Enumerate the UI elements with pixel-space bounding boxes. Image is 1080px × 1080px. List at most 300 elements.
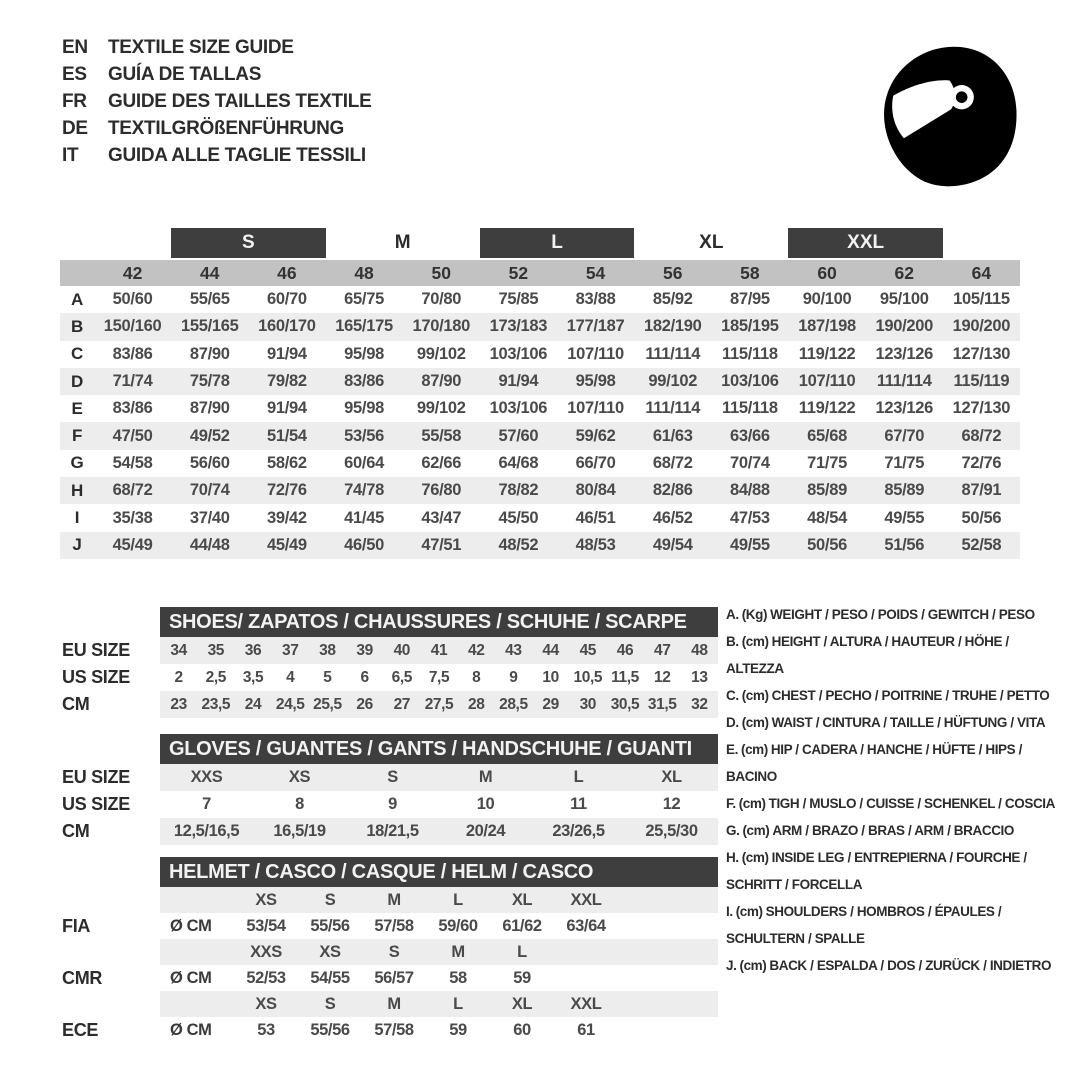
- size-band-blank: [94, 228, 171, 258]
- size-cell: 46/50: [344, 535, 384, 554]
- size-cell: 83/86: [112, 399, 153, 418]
- legend-unit: (cm): [741, 715, 769, 730]
- row-letter-label: J: [72, 535, 82, 555]
- table-row: [62, 791, 718, 818]
- helmet-size-row: [160, 991, 718, 1017]
- legend-unit: (cm): [741, 850, 769, 865]
- size-cell: 45/49: [112, 535, 153, 554]
- legend-text: ARM / BRAZO / BRAS / ARM / BRACCIO: [772, 823, 1015, 838]
- size-cell: 58/62: [267, 453, 307, 472]
- language-title: TEXTILGRÖßENFÜHRUNG: [108, 118, 345, 139]
- standard-label: ECE: [62, 1020, 99, 1040]
- language-title: GUIDA ALLE TAGLIE TESSILI: [108, 145, 366, 166]
- row-letter-label: B: [71, 316, 83, 336]
- size-cell: 62/66: [421, 453, 462, 472]
- helmet-value-cell: 57/58: [374, 916, 414, 935]
- size-cell: 53/56: [344, 426, 384, 445]
- numeric-size-cell: 42: [122, 262, 143, 283]
- size-band-label: S: [241, 232, 255, 253]
- helmet-size-cell: XL: [511, 890, 533, 909]
- value-cell: 46: [616, 641, 634, 659]
- table-row: [62, 818, 718, 845]
- numeric-size-cell: 52: [508, 262, 529, 283]
- value-cell: 47: [653, 641, 671, 659]
- size-row-label: EU SIZE: [62, 767, 130, 787]
- size-cell: 50/56: [961, 508, 1002, 527]
- size-row-label: US SIZE: [62, 794, 130, 814]
- size-row: [60, 341, 1020, 368]
- size-cell: 68/72: [961, 426, 1002, 445]
- helmet-size-cell: XS: [255, 890, 277, 909]
- size-cell: 85/92: [652, 290, 693, 309]
- size-cell: 190/200: [875, 317, 934, 336]
- size-cell: 48/54: [807, 508, 847, 527]
- size-cell: 43/47: [421, 508, 462, 527]
- size-band-L: [480, 228, 634, 258]
- legend-key: G.: [726, 823, 740, 838]
- value-cell: 28,5: [499, 695, 528, 713]
- helmet-size-spacer: [160, 991, 234, 1017]
- legend-unit: (cm): [740, 742, 768, 757]
- size-cell: 127/130: [952, 344, 1011, 363]
- value-cell: 42: [467, 641, 485, 659]
- size-cell: 82/86: [652, 481, 693, 500]
- language-row: [62, 142, 371, 169]
- value-cell: 7,5: [428, 668, 450, 686]
- numeric-size-cell: 56: [663, 262, 683, 283]
- value-cell: 25,5: [313, 695, 342, 713]
- value-cell: 30: [579, 695, 597, 713]
- size-row: [60, 286, 1020, 313]
- size-cell: 55/58: [421, 426, 462, 445]
- helmet-title-bar: HELMET / CASCO / CASQUE / HELM / CASCO: [160, 857, 718, 887]
- legend-text: HEIGHT / ALTURA / HAUTEUR / HÖHE / ALTEZZA: [726, 634, 1009, 676]
- size-cell: 187/198: [798, 317, 856, 336]
- legend-key: H.: [726, 850, 739, 865]
- size-cell: 111/114: [645, 399, 701, 418]
- helmet-value-cell-empty: [554, 965, 618, 991]
- legend-text: HIP / CADERA / HANCHE / HÜFTE / HIPS / BACINO: [726, 742, 1022, 784]
- numeric-size-cell: 54: [585, 262, 606, 283]
- size-cell: 150/160: [103, 317, 162, 336]
- helmet-value-cell: 57/58: [374, 1020, 414, 1039]
- size-cell: 44/48: [189, 535, 230, 554]
- size-cell: 78/82: [498, 481, 539, 500]
- size-cell: 165/175: [335, 317, 393, 336]
- value-cell: 23,5: [201, 695, 231, 713]
- size-cell: 57/60: [498, 426, 539, 445]
- language-row: [62, 115, 371, 142]
- size-cell: 47/51: [421, 535, 462, 554]
- size-cell: 71/75: [807, 453, 847, 472]
- size-cell: 49/55: [730, 535, 770, 554]
- row-letter-label: C: [71, 344, 83, 364]
- size-cell: 75/85: [498, 290, 539, 309]
- value-cell: 24,5: [275, 695, 305, 713]
- size-cell: 83/88: [575, 290, 616, 309]
- size-cell: 61/63: [652, 426, 693, 445]
- legend-unit: (cm): [741, 634, 769, 649]
- diameter-unit: Ø CM: [170, 1020, 212, 1039]
- size-cell: 72/76: [267, 481, 307, 500]
- helmet-size-cell: XS: [255, 994, 277, 1013]
- size-cell: 65/75: [344, 290, 384, 309]
- size-cell: 70/74: [189, 481, 230, 500]
- diameter-unit: Ø CM: [170, 968, 212, 987]
- size-band-XL: [634, 228, 788, 258]
- size-cell: 49/55: [884, 508, 925, 527]
- value-cell: 8: [295, 795, 304, 813]
- numeric-size-cell: 62: [894, 262, 914, 283]
- value-cell: 30,5: [610, 695, 640, 713]
- size-cell: 47/53: [730, 508, 770, 527]
- language-title: TEXTILE SIZE GUIDE: [108, 37, 294, 58]
- legend-key: C.: [726, 688, 739, 703]
- size-cell: 35/38: [112, 508, 153, 527]
- value-cell: 27,5: [424, 695, 454, 713]
- value-cell: 6,5: [391, 668, 412, 686]
- value-cell: 37: [281, 641, 299, 659]
- value-cell: 4: [286, 668, 295, 686]
- size-row: [60, 532, 1020, 559]
- size-cell: 75/78: [189, 372, 230, 391]
- size-cell: 54/58: [112, 453, 153, 472]
- size-band-label: XL: [699, 232, 724, 253]
- size-cell: 105/115: [953, 290, 1010, 309]
- size-cell: 83/86: [112, 344, 153, 363]
- size-cell: 45/49: [267, 535, 307, 554]
- value-cell: 27: [393, 695, 411, 713]
- legend-key: I.: [726, 904, 733, 919]
- legend-item: [726, 817, 1062, 844]
- size-cell: 107/110: [567, 399, 624, 418]
- row-letter-label: D: [71, 371, 83, 391]
- value-cell: 34: [170, 641, 187, 659]
- legend-unit: (cm): [735, 904, 763, 919]
- table-row: [62, 664, 718, 691]
- value-cell: 11,5: [611, 668, 639, 686]
- title-block: [62, 34, 371, 169]
- size-cell: 65/68: [807, 426, 847, 445]
- language-code: FR: [62, 91, 87, 112]
- size-cell: 55/65: [189, 290, 230, 309]
- legend-unit: (cm): [739, 958, 767, 973]
- size-cell: 76/80: [421, 481, 462, 500]
- size-cell: 84/88: [730, 481, 770, 500]
- helmet-size-cell: XXL: [570, 890, 602, 909]
- size-cell: 95/98: [344, 344, 384, 363]
- helmet-icon-svg: [872, 40, 1024, 200]
- size-cell: 39/42: [267, 508, 307, 527]
- size-band-label: XXL: [847, 232, 885, 253]
- size-row-label: CM: [62, 694, 90, 714]
- size-cell: 47/50: [112, 426, 153, 445]
- helmet-size-cell: L: [453, 994, 463, 1013]
- size-cell: 79/82: [267, 372, 307, 391]
- value-cell: 2,5: [205, 668, 226, 686]
- value-cell: 41: [430, 641, 448, 659]
- size-cell: 103/106: [721, 372, 779, 391]
- legend-key: F.: [726, 796, 736, 811]
- size-row-label: EU SIZE: [62, 640, 130, 660]
- value-cell: 35: [207, 641, 225, 659]
- value-cell: 45: [579, 641, 597, 659]
- size-cell: 107/110: [567, 344, 624, 363]
- size-cell: 63/66: [730, 426, 770, 445]
- value-cell: XS: [288, 768, 311, 786]
- numeric-size-cell: 64: [971, 262, 992, 283]
- helmet-value-cell: 58: [449, 968, 467, 987]
- legend-item: [726, 790, 1062, 817]
- helmet-size-spacer: [160, 887, 234, 913]
- value-cell: 5: [323, 668, 332, 686]
- size-cell: 68/72: [112, 481, 153, 500]
- size-cell: 87/90: [421, 372, 462, 391]
- row-letter-label: F: [71, 426, 83, 446]
- size-band-label: L: [551, 232, 563, 253]
- value-cell: 44: [542, 641, 559, 659]
- value-cell: 12: [662, 795, 681, 813]
- size-cell: 64/68: [498, 453, 539, 472]
- helmet-value-cell: 52/53: [246, 968, 286, 987]
- size-row: [60, 504, 1020, 531]
- helmet-value-row: [62, 1017, 718, 1043]
- legend-text: SHOULDERS / HOMBROS / ÉPAULES / SCHULTERN / SPALLE: [726, 904, 1002, 946]
- value-cell: 24: [244, 695, 262, 713]
- size-cell: 50/56: [807, 535, 847, 554]
- size-cell: 48/53: [575, 535, 616, 554]
- numeric-size-row: [60, 260, 1020, 286]
- size-cell: 91/94: [498, 372, 539, 391]
- value-cell: XL: [661, 768, 682, 786]
- size-cell: 123/126: [875, 399, 934, 418]
- value-cell: 2: [174, 668, 183, 686]
- size-cell: 71/75: [884, 453, 925, 472]
- measurement-rows: [60, 286, 1020, 559]
- size-cell: 95/100: [879, 290, 929, 309]
- helmet-value-row: [62, 913, 718, 939]
- legend-item: [726, 628, 1062, 682]
- size-cell: 185/195: [721, 317, 779, 336]
- racing-helmet-icon: [872, 40, 1024, 200]
- size-cell: 107/110: [798, 372, 856, 391]
- value-cell: 9: [509, 668, 518, 686]
- size-letter-band-row: [60, 228, 1020, 258]
- helmet-value-cell: 59: [513, 968, 531, 987]
- helmet-size-row: [160, 939, 718, 965]
- numeric-size-cell: 44: [200, 262, 220, 283]
- helmet-size-cell: XS: [319, 942, 341, 961]
- size-cell: 45/50: [498, 508, 539, 527]
- numeric-size-cell: 50: [431, 262, 451, 283]
- size-cell: 160/170: [258, 317, 316, 336]
- helmet-value-cell: 59: [449, 1020, 467, 1039]
- size-cell: 90/100: [802, 290, 852, 309]
- helmet-value-row: [62, 965, 718, 991]
- size-cell: 60/70: [267, 290, 307, 309]
- gloves-title-bar: GLOVES / GUANTES / GANTS / HANDSCHUHE / GUANTI: [160, 734, 718, 764]
- helmet-value-cell: 55/56: [310, 1020, 350, 1039]
- value-cell: 7: [202, 795, 211, 813]
- size-cell: 155/165: [180, 317, 239, 336]
- size-cell: 119/122: [798, 399, 856, 418]
- size-cell: 68/72: [652, 453, 693, 472]
- size-band-M: [326, 228, 480, 258]
- size-cell: 67/70: [884, 426, 925, 445]
- helmet-value-cell: 60: [513, 1020, 531, 1039]
- size-cell: 52/58: [961, 535, 1002, 554]
- numeric-size-cell: 46: [277, 262, 297, 283]
- value-cell: 25,5/30: [645, 822, 698, 840]
- legend-key: E.: [726, 742, 738, 757]
- size-band-spacer: [60, 228, 94, 258]
- value-cell: L: [573, 768, 584, 786]
- value-cell: 8: [472, 668, 481, 686]
- table-row: [62, 764, 718, 791]
- helmet-size-cell: S: [324, 890, 336, 909]
- value-cell: 13: [691, 668, 708, 686]
- size-row: [60, 422, 1020, 449]
- size-cell: 119/122: [798, 344, 856, 363]
- table-row: [62, 691, 718, 718]
- size-cell: 91/94: [267, 344, 307, 363]
- language-code: DE: [62, 118, 88, 139]
- helmet-size-cell-empty: [554, 939, 618, 965]
- helmet-size-cell: S: [324, 994, 336, 1013]
- value-cell: 11: [570, 795, 587, 813]
- size-cell: 182/190: [643, 317, 702, 336]
- value-cell: 10,5: [573, 668, 603, 686]
- legend-key: B.: [726, 634, 739, 649]
- value-cell: 28: [467, 695, 485, 713]
- size-row: [60, 477, 1020, 504]
- size-cell: 123/126: [875, 344, 934, 363]
- value-cell: 12,5/16,5: [173, 822, 240, 840]
- helmet-size-cell: XXS: [250, 942, 282, 961]
- language-code: EN: [62, 37, 88, 58]
- helmet-size-row: [160, 887, 718, 913]
- legend-item: [726, 952, 1062, 979]
- helmet-value-cell: 53/54: [246, 916, 286, 935]
- helmet-value-cell: 59/60: [438, 916, 478, 935]
- size-cell: 37/40: [189, 508, 230, 527]
- size-cell: 99/102: [648, 372, 698, 391]
- legend-text: BACK / ESPALDA / DOS / ZURÜCK / INDIETRO: [769, 958, 1052, 973]
- standard-label: CMR: [62, 968, 103, 988]
- size-cell: 51/56: [884, 535, 925, 554]
- size-cell: 83/86: [344, 372, 384, 391]
- size-row-label: CM: [62, 821, 90, 841]
- size-cell: 103/106: [489, 399, 548, 418]
- value-cell: 10: [476, 795, 495, 813]
- size-cell: 46/52: [652, 508, 693, 527]
- diameter-unit: Ø CM: [170, 916, 212, 935]
- value-cell: XXS: [190, 768, 223, 786]
- size-cell: 46/51: [575, 508, 616, 527]
- legend-unit: (cm): [741, 688, 769, 703]
- numeric-size-cell: 60: [817, 262, 837, 283]
- main-size-table: [60, 228, 1020, 559]
- size-cell: 66/70: [575, 453, 616, 472]
- shoes-title-bar: SHOES/ ZAPATOS / CHAUSSURES / SCHUHE / SCARPE: [160, 607, 718, 637]
- standard-label: FIA: [62, 916, 91, 936]
- size-cell: 91/94: [267, 399, 307, 418]
- table-row: [62, 637, 718, 664]
- size-cell: 70/80: [421, 290, 462, 309]
- size-cell: 74/78: [344, 481, 384, 500]
- size-band-XXL: [788, 228, 942, 258]
- helmet-size-cell: M: [451, 942, 465, 961]
- size-cell: 41/45: [344, 508, 384, 527]
- size-cell: 111/114: [645, 344, 701, 363]
- size-cell: 87/90: [189, 344, 230, 363]
- size-cell: 87/91: [961, 481, 1002, 500]
- size-row: [60, 313, 1020, 340]
- measurement-legend: [726, 601, 1062, 979]
- language-code: IT: [62, 145, 79, 166]
- legend-text: CHEST / PECHO / POITRINE / TRUHE / PETTO: [771, 688, 1050, 703]
- size-cell: 80/84: [575, 481, 616, 500]
- legend-key: A.: [726, 607, 739, 622]
- size-cell: 70/74: [730, 453, 770, 472]
- helmet-size-spacer: [160, 939, 234, 965]
- size-row: [60, 395, 1020, 422]
- size-cell: 60/64: [344, 453, 384, 472]
- value-cell: 9: [388, 795, 397, 813]
- row-letter-label: A: [71, 289, 83, 309]
- size-cell: 95/98: [344, 399, 384, 418]
- value-cell: 20/24: [465, 822, 506, 840]
- size-cell: 111/114: [876, 372, 932, 391]
- language-row: [62, 88, 371, 115]
- numeric-size-cell: 48: [354, 262, 374, 283]
- language-code: ES: [62, 64, 87, 85]
- helmet-value-cell: 61/62: [502, 916, 542, 935]
- value-cell: 26: [356, 695, 373, 713]
- language-title: GUÍA DE TALLAS: [108, 64, 262, 85]
- size-row-label: US SIZE: [62, 667, 130, 687]
- size-cell: 170/180: [412, 317, 471, 336]
- value-cell: 43: [505, 641, 522, 659]
- legend-item: [726, 736, 1062, 790]
- size-cell: 49/54: [652, 535, 693, 554]
- legend-unit: (Kg): [741, 607, 768, 622]
- legend-text: WAIST / CINTURA / TAILLE / HÜFTUNG / VITA: [771, 715, 1046, 730]
- size-cell: 85/89: [807, 481, 847, 500]
- size-cell: 99/102: [416, 399, 466, 418]
- value-cell: 29: [542, 695, 559, 713]
- size-cell: 87/95: [730, 290, 770, 309]
- value-cell: S: [387, 768, 398, 786]
- helmet-size-cell: XL: [511, 994, 533, 1013]
- value-cell: 48: [691, 641, 708, 659]
- helmet-value-cell: 53: [257, 1020, 275, 1039]
- legend-item: [726, 709, 1062, 736]
- size-cell: 85/89: [884, 481, 925, 500]
- legend-unit: (cm): [738, 796, 766, 811]
- legend-text: INSIDE LEG / ENTREPIERNA / FOURCHE / SCHRITT / FORCELLA: [726, 850, 1027, 892]
- size-cell: 127/130: [952, 399, 1011, 418]
- row-letter-label: G: [70, 453, 84, 473]
- helmet-size-cell: L: [453, 890, 463, 909]
- helmet-value-cell: 54/55: [310, 968, 350, 987]
- helmet-size-cell: M: [387, 890, 401, 909]
- size-band-label: M: [394, 232, 411, 253]
- value-cell: M: [478, 768, 493, 786]
- size-cell: 173/183: [489, 317, 548, 336]
- value-cell: 40: [393, 641, 411, 659]
- value-cell: 38: [319, 641, 336, 659]
